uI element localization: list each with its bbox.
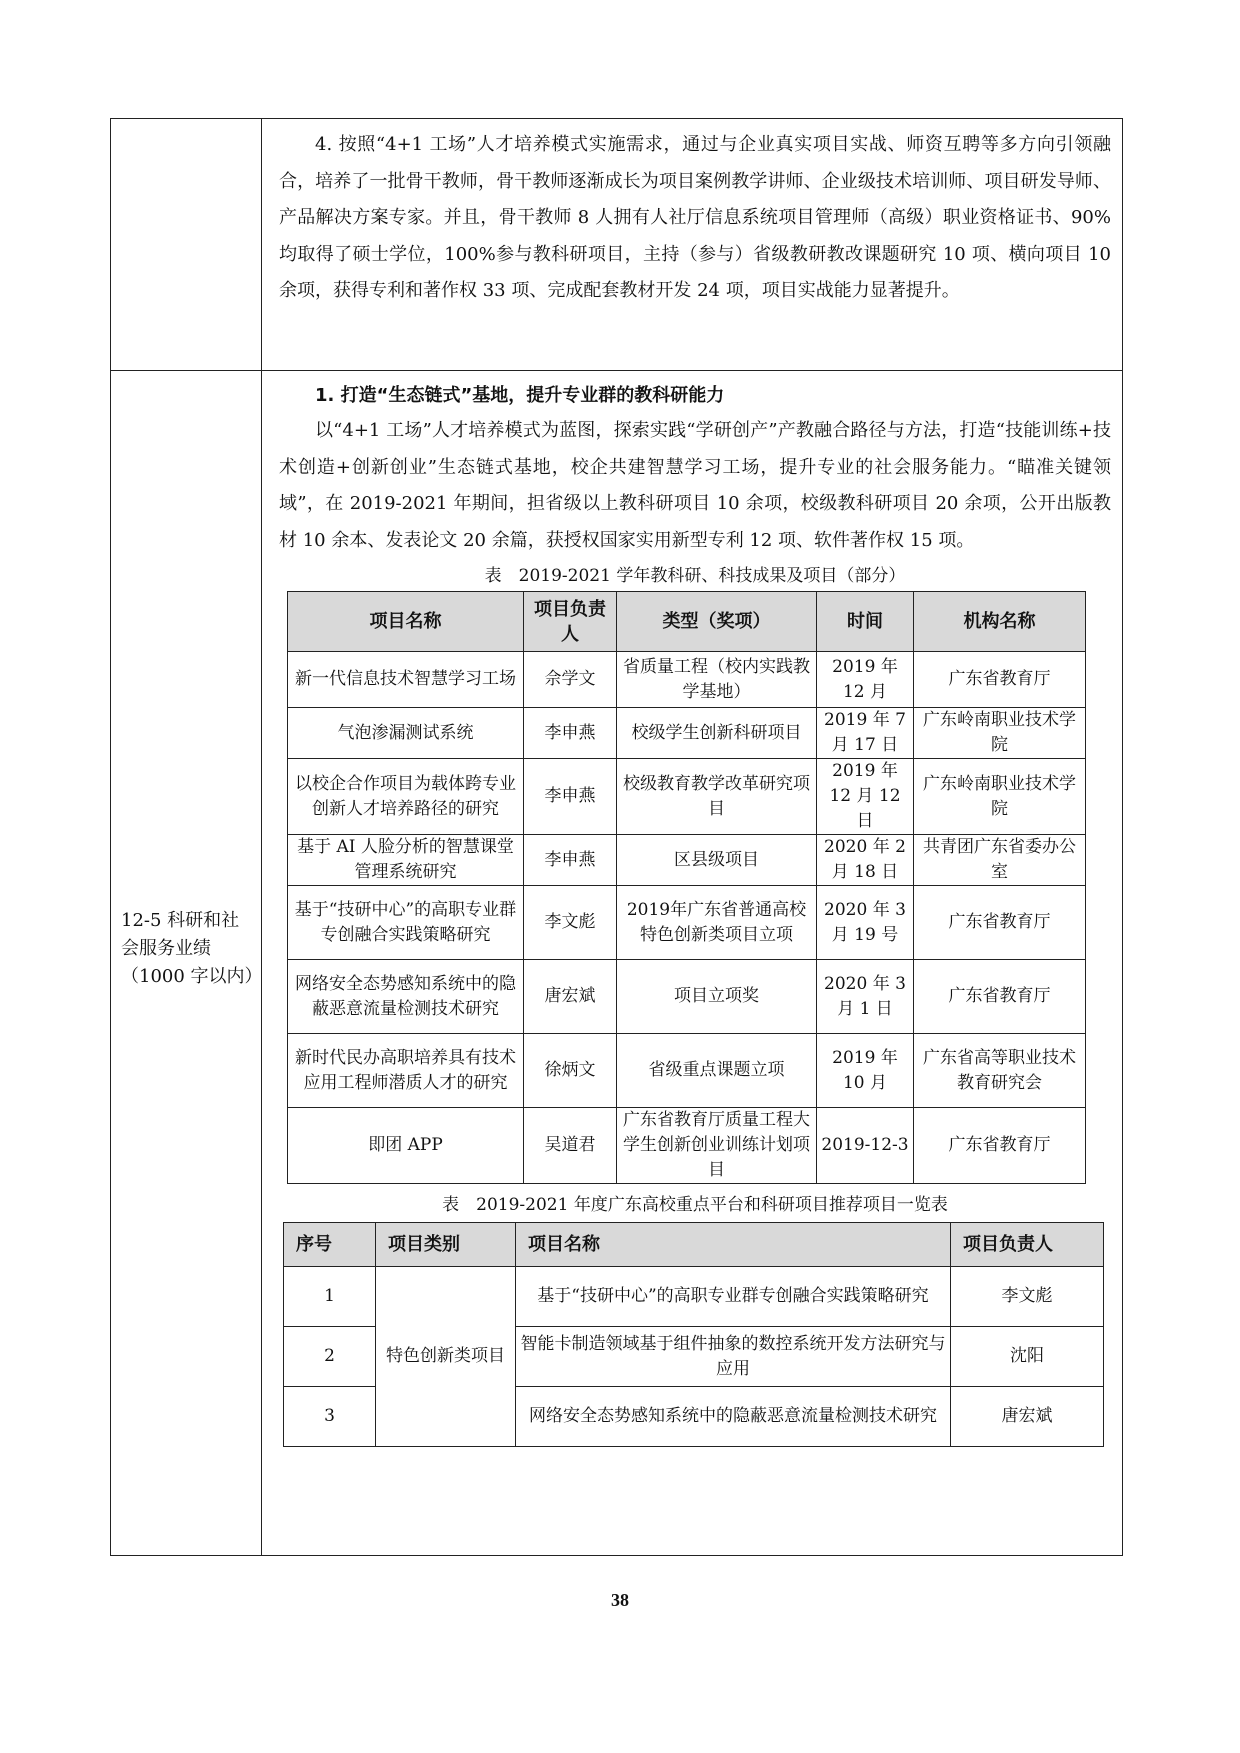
table1-cell: 项目立项奖 [617,960,817,1034]
page-number: 38 [611,1590,629,1610]
table1-row [288,759,1086,835]
table1-cell: 2020 年 2 月 18 日 [817,835,914,886]
research-cell [279,379,1111,1447]
table1-header-row [288,592,1086,652]
table1-cell: 广东省教育厅质量工程大学生创新创业训练计划项目 [617,1108,817,1184]
top-paragraph: 4. 按照“4+1 工场”人才培养模式实施需求，通过与企业真实项目实战、师资互聘等多方向引领融合，培养了一批骨干教师，骨干教师逐渐成长为项目案例教学讲师、企业级技术培训师、项目研发导师、产品解决方案专家。并且，骨干教师 8 人拥有人社厅信息系统项目管理师（高级）职业资格证书、90%均取得了硕士学位，100%参与教科研项目，主持（参与）省级教研教改课题研究 10 项、横向项目 10 余项，获得专利和著作权 33 项、完成配套教材开发 24 项，项目实战能力显著提升。 [279,134,1111,301]
table1-caption: 表 2019-2021 学年教科研、科技成果及项目（部分） [484,566,906,586]
table2-cell: 唐宏斌 [951,1387,1104,1447]
table1-cell: 徐炳文 [524,1034,617,1108]
table1-cell: 2020 年 3 月 1 日 [817,960,914,1034]
table2-header-row [284,1223,1104,1267]
table1-cell: 新一代信息技术智慧学习工场 [288,652,524,708]
table1-row [288,1108,1086,1184]
table1-header-cell: 项目名称 [288,592,524,652]
table1-cell: 李申燕 [524,759,617,835]
table1-header-cell: 类型（奖项） [617,592,817,652]
table1-cell: 省级重点课题立项 [617,1034,817,1108]
table1-cell: 李文彪 [524,886,617,960]
section-paragraph: 以“4+1 工场”人才培养模式为蓝图，探索实践“学研创产”产教融合路径与方法，打造“技能训练+技术创造+创新创业”生态链式基地，校企共建智慧学习工场，提升专业的社会服务能力。“瞄准关键领域”，在 2019-2021 年期间，担省级以上教科研项目 10 余项，校级教科研项目 20 余项，公开出版教材 10 余本、发表论文 20 余篇，获授权国家实用新型专利 12 项、软件著作权 15 项。 [279,420,1111,551]
table1-cell: 2019-12-3 [817,1108,914,1184]
table1-row [288,708,1086,759]
table1-cell: 共青团广东省委办公室 [914,835,1086,886]
table2-caption: 表 2019-2021 年度广东高校重点平台和科研项目推荐项目一览表 [442,1195,948,1215]
table1-cell: 区县级项目 [617,835,817,886]
table1-cell: 基于“技研中心”的高职专业群专创融合实践策略研究 [288,886,524,960]
table2-cell: 1 [284,1267,376,1327]
table1-cell: 佘学文 [524,652,617,708]
table1-cell: 基于 AI 人脸分析的智慧课堂管理系统研究 [288,835,524,886]
table1-cell: 网络安全态势感知系统中的隐蔽恶意流量检测技术研究 [288,960,524,1034]
table1-cell: 广东岭南职业技术学院 [914,759,1086,835]
table1-cell: 2019 年 10 月 [817,1034,914,1108]
table2-cell: 沈阳 [951,1327,1104,1387]
table1-row [288,1034,1086,1108]
table2-header-cell: 项目名称 [516,1223,951,1267]
table2-header-cell: 项目类别 [376,1223,516,1267]
table1-cell: 2020 年 3 月 19 号 [817,886,914,960]
table2-cell: 智能卡制造领域基于组件抽象的数控系统开发方法研究与应用 [516,1327,951,1387]
table1-cell: 校级学生创新科研项目 [617,708,817,759]
table1-cell: 即团 APP [288,1108,524,1184]
table1-cell: 新时代民办高职培养具有技术应用工程师潜质人才的研究 [288,1034,524,1108]
table1-cell: 气泡渗漏测试系统 [288,708,524,759]
row-label: 12-5 科研和社会服务业绩（1000 字以内） [121,910,263,987]
table1-cell: 2019 年 12 月 12 日 [817,759,914,835]
section-heading: 1. 打造“生态链式”基地，提升专业群的教科研能力 [315,385,725,406]
table1-row [288,886,1086,960]
recommended-projects-table [283,1222,1104,1447]
table1-header-cell: 机构名称 [914,592,1086,652]
table1-cell: 李申燕 [524,708,617,759]
table1-cell: 广东岭南职业技术学院 [914,708,1086,759]
table1-header-cell: 时间 [817,592,914,652]
form-frame [110,118,1123,1556]
table1-cell: 广东省教育厅 [914,960,1086,1034]
table2-cell: 李文彪 [951,1267,1104,1327]
table1-cell: 李申燕 [524,835,617,886]
table1-cell: 广东省教育厅 [914,652,1086,708]
table1-row [288,960,1086,1034]
table1-cell: 吴道君 [524,1108,617,1184]
table1-cell: 广东省教育厅 [914,1108,1086,1184]
table2-cell: 基于“技研中心”的高职专业群专创融合实践策略研究 [516,1267,951,1327]
table1-row [288,652,1086,708]
table1-cell: 2019年广东省普通高校特色创新类项目立项 [617,886,817,960]
table1-cell: 广东省高等职业技术教育研究会 [914,1034,1086,1108]
table1-row [288,835,1086,886]
table1-cell: 省质量工程（校内实践教学基地） [617,652,817,708]
table1-cell: 以校企合作项目为载体跨专业创新人才培养路径的研究 [288,759,524,835]
table1-header-cell: 项目负责人 [524,592,617,652]
table1-cell: 校级教育教学改革研究项目 [617,759,817,835]
row-divider [111,370,1122,371]
column-divider [261,119,262,1555]
table2-cell: 3 [284,1387,376,1447]
table2-category-cell: 特色创新类项目 [376,1267,516,1447]
top-cell [279,119,1111,310]
table2-header-cell: 序号 [284,1223,376,1267]
table2-cell: 2 [284,1327,376,1387]
table2-cell: 网络安全态势感知系统中的隐蔽恶意流量检测技术研究 [516,1387,951,1447]
table2-row [284,1267,1104,1327]
achievements-table [287,591,1086,1184]
table2-header-cell: 项目负责人 [951,1223,1104,1267]
table1-cell: 广东省教育厅 [914,886,1086,960]
table1-cell: 唐宏斌 [524,960,617,1034]
table1-cell: 2019 年 12 月 [817,652,914,708]
table1-cell: 2019 年 7 月 17 日 [817,708,914,759]
